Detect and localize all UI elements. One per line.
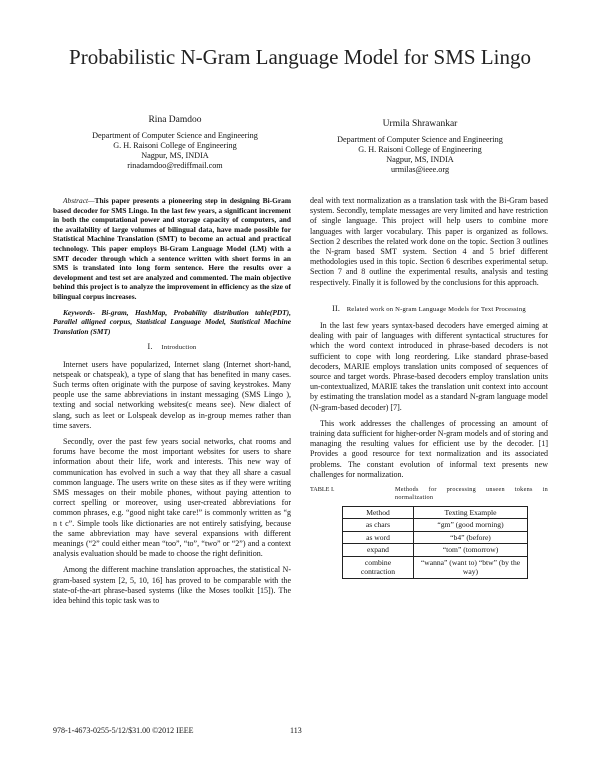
texting-methods-table bbox=[342, 506, 528, 578]
paper-title: Probabilistic N-Gram Language Model for SMS Lingo bbox=[69, 45, 531, 69]
table-row bbox=[343, 531, 528, 543]
table-cell: “wanna” (want to) “btw” (by the way) bbox=[414, 556, 528, 578]
author-college: G. H. Raisoni College of Engineering bbox=[358, 145, 482, 154]
author-name: Urmila Shrawankar bbox=[382, 119, 458, 129]
intro-continued-paragraph: deal with text normalization as a translation task with the Bi-Gram based system. Secondly, template messages are very limited and have restriction of single language. This project will help users to combine more languages with larger vocabulary. This paper is organized as follows. Section 2 describes the related work done on the topic. Section 3 outlines the N-gram based SMT system. Section 4 and 5 brief different methodologies used in this topic. Section 6 describes experimental setup. Section 7 and 8 outline the experimental results, analysis and testing respectively. Finally it is followed by the conclusions for this approach. bbox=[310, 196, 548, 287]
intro-paragraph: Internet users have popularized, Internet slang (Internet short-hand, netspeak or chatspeak), a type of slang that has benefited in many cases. Such terms often originate with the purpose of saving keystrokes. Many people use the same abbreviations in instant messaging (SMS Lingo ), texting and social networking websites(c means see). New dialect of slang, such as leet or Lolspeak develop as in-group memes rather than time savers. bbox=[53, 359, 291, 430]
author-email: rinadamdoo@rediffmail.com bbox=[127, 161, 223, 170]
section-number: I. bbox=[147, 342, 153, 352]
abstract-lead: Abstract— bbox=[63, 196, 95, 205]
table-title: Methods for processing unseen tokens in normalization bbox=[395, 486, 548, 502]
section-heading-related bbox=[310, 304, 548, 315]
section-heading-intro bbox=[53, 342, 291, 353]
table-cell: “gm” (good morning) bbox=[414, 519, 528, 531]
table-cell: expand bbox=[343, 544, 414, 556]
footer-isbn: 978-1-4673-0255-5/12/$31.00 ©2012 IEEE bbox=[53, 726, 194, 735]
intro-paragraph: Among the different machine translation approaches, the statistical N-gram-based system [2, 5, 10, 16] has proved to be comparable with the state-of-the-art phrase-based systems (like the Moses toolkit [15]). The idea behind this topic task was to bbox=[53, 565, 291, 605]
author-dept: Department of Computer Science and Engineering bbox=[92, 131, 258, 140]
author-block-1 bbox=[60, 115, 290, 171]
related-paragraph: In the last few years syntax-based decoders have emerged aiming at dealing with pair of languages with different syntactical structures for which the word context introduced in phrase-based decoders is not sufficient to cope with long reordering. Like standard phrase-based decoders, MARIE employs translation units composed of sequences of source and target words. Phrase-based decoders employ translation units un-contextualized, MARIE takes the translation unit context into account by estimating the translation model as a standard N-gram language model (N-gram-based decoder) [7]. bbox=[310, 321, 548, 412]
table-cell: “b4” (before) bbox=[414, 531, 528, 543]
author-college: G. H. Raisoni College of Engineering bbox=[113, 141, 237, 150]
table-row bbox=[343, 556, 528, 578]
page-number: 113 bbox=[290, 726, 302, 735]
table-label: TABLE I. bbox=[310, 486, 335, 494]
abstract-text: This paper presents a pioneering step in designing Bi-Gram based decoder for SMS Lingo. In the last few years, a significant increment in both the computational power and storage capacity of computers, and the availability of large volumes of bilingual data, have made possible for Statistical Machine Translation (SMT) to become an actual and practical technology. This paper employs Bi-Gram Language Model (LM) with a SMT decoder through which a sentence written with short forms in an SMS is translated into long form sentence. Here the results over a development and test set are analyzed and commented. The main objective behind this project is to analyze the improvement in efficiency as the size of bilingual corpus increases. bbox=[53, 196, 291, 301]
left-column bbox=[53, 196, 291, 612]
author-city: Nagpur, MS, INDIA bbox=[141, 151, 209, 160]
table-caption bbox=[310, 486, 548, 502]
author-name: Rina Damdoo bbox=[148, 115, 202, 125]
table-cell: combine contraction bbox=[343, 556, 414, 578]
table-row bbox=[343, 544, 528, 556]
table-cell: as word bbox=[343, 531, 414, 543]
table-cell: “tom” (tomorrow) bbox=[414, 544, 528, 556]
abstract bbox=[53, 196, 291, 302]
author-email: urmilas@ieee.org bbox=[390, 165, 450, 174]
keywords: Keywords- Bi-gram, HashMap, Probability distribution table(PDT), Parallel alligned corpus, Statistical Language Model, Statistical Machine Translation (SMT) bbox=[53, 307, 291, 336]
related-paragraph: This work addresses the challenges of processing an amount of training data sufficient for higher-order N-gram models and of storing and managing the resulting values for efficient use by the decoder. [1] Provides a good resource for text normalization and its associated problems. The constant evolution of informal text presents new challenges for normalization. bbox=[310, 418, 548, 479]
intro-paragraph: Secondly, over the past few years social networks, chat rooms and forums have become the most important websites for users to share information about their life, work and interests. This new way of communication has evolved in such a way that they all share a casual common language. The users write on these sites as if they were writing SMS messages on their mobile phones, without paying attention to correct spelling or moreover, using user-created abbreviations for common phrases, e.g. “good night take care!” is commonly written as “g n t c”. Simple tools like dictionaries are not entirely satisfying, because the same abbreviation may have several expansions with different meanings (“2” could either mean “too”, “to”, “two” or “2”) and a context analysis evaluation should be made to choose the right definition. bbox=[53, 436, 291, 559]
author-dept: Department of Computer Science and Engineering bbox=[337, 135, 503, 144]
section-title: Introduction bbox=[161, 344, 197, 352]
table-header-cell: Method bbox=[343, 507, 414, 519]
table-header-cell: Texting Example bbox=[414, 507, 528, 519]
section-number: II. bbox=[332, 303, 341, 313]
table-header-row bbox=[343, 507, 528, 519]
author-block-2 bbox=[300, 119, 540, 175]
table-row bbox=[343, 519, 528, 531]
right-column bbox=[310, 196, 548, 579]
table-cell: as chars bbox=[343, 519, 414, 531]
section-title: Related work on N-gram Language Models for Text Processing bbox=[346, 305, 526, 313]
author-city: Nagpur, MS, INDIA bbox=[386, 155, 454, 164]
